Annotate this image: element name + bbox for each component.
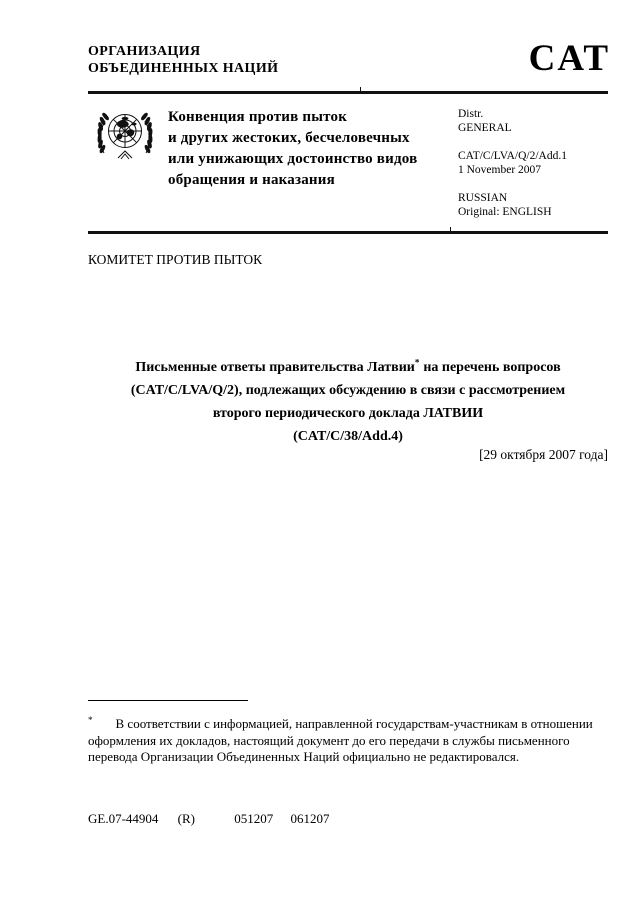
convention-title-line: Конвенция против пыток (168, 109, 348, 125)
footer-reference (88, 811, 330, 827)
document-title (88, 356, 608, 448)
footer-ge-number: GE.07-44904 (88, 811, 159, 826)
doc-symbol-cat: CAT (528, 38, 610, 79)
document-date: 1 November 2007 (458, 164, 542, 176)
language-label: RUSSIAN (458, 192, 508, 204)
title-line-1-rest: на перечень вопросов (423, 360, 561, 375)
convention-title-line: обращения и наказания (168, 172, 335, 188)
title-line-4: (CAT/C/38/Add.4) (293, 429, 403, 444)
distr-value: GENERAL (458, 122, 512, 134)
title-line-2: (CAT/C/LVA/Q/2), подлежащих обсуждению в связи с рассмотрением (130, 383, 566, 398)
original-language: Original: ENGLISH (458, 206, 552, 218)
submission-date: [29 октября 2007 года] (479, 447, 608, 462)
convention-title (168, 107, 417, 191)
header-rule-tick (360, 87, 361, 92)
convention-title-line: и других жестоких, бесчеловечных (168, 130, 410, 146)
masthead-rule (88, 231, 608, 234)
footnote-separator (88, 700, 248, 701)
title-line-3: второго периодического доклада ЛАТВИИ (212, 406, 484, 421)
org-name (88, 43, 278, 77)
footnote (88, 716, 606, 766)
org-name-line1: ОРГАНИЗАЦИЯ (88, 44, 201, 59)
footnote-marker: * (88, 714, 93, 725)
title-footnote-marker: * (414, 357, 420, 368)
footer-date-1: 051207 (234, 811, 274, 826)
footer-date-2: 061207 (290, 811, 330, 826)
distribution-block (458, 107, 567, 233)
document-symbol: CAT/C/LVA/Q/2/Add.1 (458, 150, 567, 162)
footer-language-code: (R) (177, 811, 196, 826)
committee-heading: КОМИТЕТ ПРОТИВ ПЫТОК (88, 252, 263, 267)
header-rule (88, 91, 608, 94)
un-emblem-icon (90, 106, 160, 172)
footnote-text: В соответствии с информацией, направленной государствам-участникам в отношении оформления их докладов, настоящий документ до его передачи в службы письменного перевода Организации Объединенных Наций официально не редактировался. (88, 716, 593, 764)
masthead-rule-tick (450, 227, 451, 232)
distr-label: Distr. (458, 108, 484, 120)
convention-title-line: или унижающих достоинство видов (168, 151, 418, 167)
title-line-1 (88, 356, 608, 379)
title-line-1-text: Письменные ответы правительства Латвии (135, 360, 415, 375)
org-name-line2: ОБЪЕДИНЕННЫХ НАЦИЙ (88, 61, 279, 76)
